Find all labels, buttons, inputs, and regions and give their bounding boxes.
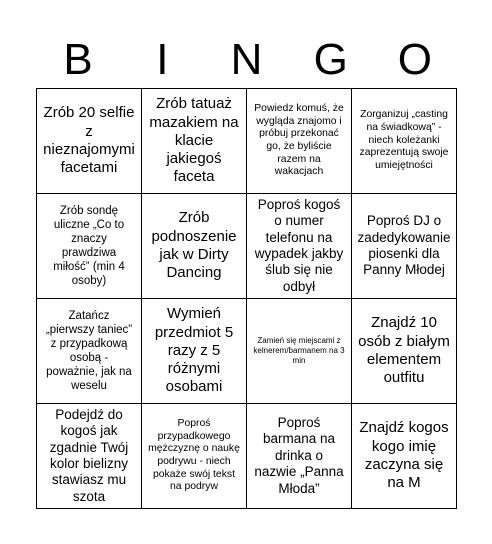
bingo-cell[interactable]: Znajdź 10 osób z białym elementem outfitu [352,299,457,404]
bingo-cell[interactable]: Zrób podnoszenie jak w Dirty Dancing [142,194,247,299]
bingo-cell[interactable]: Zrób 20 selfie z nieznajomymi facetami [37,89,142,194]
bingo-cell[interactable]: Zatańcz „pierwszy taniec” z przypadkową osobą - poważnie, jak na weselu [37,299,142,404]
header-letter-n: N [230,35,263,84]
bingo-cell[interactable]: Powiedz komuś, że wygląda znajomo i próbuj przekonać go, że byliście razem na wakacjach [247,89,352,194]
header-letter-b: B [63,35,93,84]
bingo-cell[interactable]: Zorganizuj „casting na świadkową” - niech koleżanki zaprezentują swoje umiejętności [352,89,457,194]
bingo-cell[interactable]: Znajdź kogos kogo imię zaczyna się na M [352,404,457,509]
header-letter-o: O [397,35,433,84]
bingo-cell[interactable]: Zrób sondę uliczne „Co to znaczy prawdziwa miłość” (min 4 osoby) [37,194,142,299]
bingo-cell[interactable]: Poproś przypadkowego mężczyznę o naukę podrywu - niech pokaże swój tekst na podryw [142,404,247,509]
bingo-header [36,28,457,92]
bingo-cell[interactable]: Poproś DJ o zadedykowanie piosenki dla Panny Młodej [352,194,457,299]
bingo-cell[interactable]: Poproś barmana na drinka o nazwie „Panna Młoda” [247,404,352,509]
bingo-cell[interactable]: Zamień się miejscami z kelnerem/barmanem na 3 min [247,299,352,404]
bingo-grid [36,88,457,509]
header-letter-i: I [156,35,169,84]
bingo-cell[interactable]: Wymień przedmiot 5 razy z 5 różnymi osobami [142,299,247,404]
bingo-cell[interactable]: Poproś kogoś o numer telefonu na wypadek jakby ślub się nie odbył [247,194,352,299]
bingo-cell[interactable]: Zrób tatuaż mazakiem na klacie jakiegoś faceta [142,89,247,194]
header-letter-g: G [313,35,348,84]
bingo-cell[interactable]: Podejdź do kogoś jak zgadnie Twój kolor bielizny stawiasz mu szota [37,404,142,509]
